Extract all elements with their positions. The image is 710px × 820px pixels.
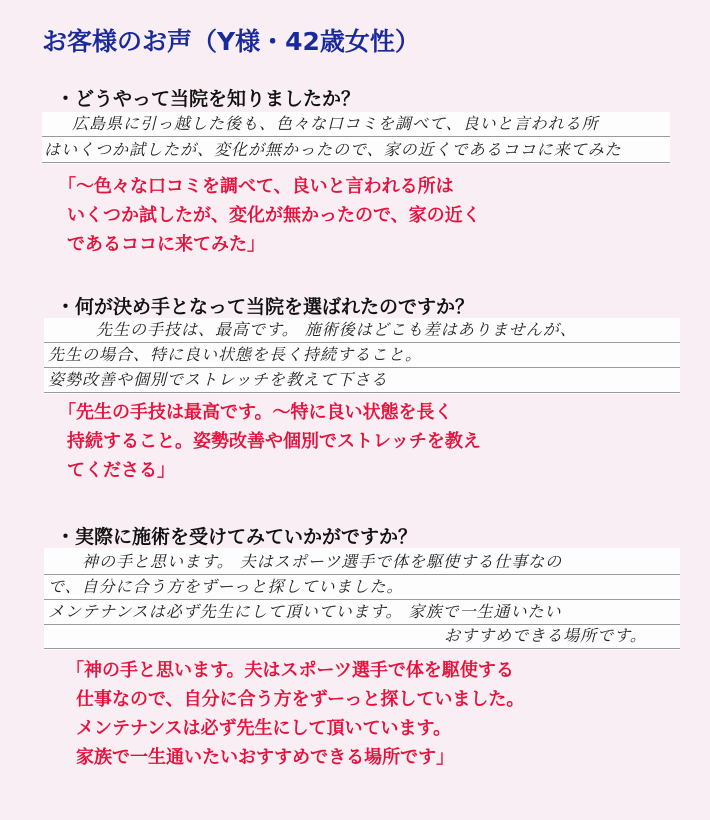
quote-line: であるココに来てみた」 — [67, 234, 265, 255]
handwritten-line: 姿勢改善や個別でストレッチを教えて下さる — [44, 368, 680, 393]
quote-line: 家族で一生通いたいおすすめできる場所です」 — [76, 747, 455, 768]
quote-line: いくつか試したが、変化が無かったので、家の近く — [67, 205, 481, 226]
handwritten-line: 神の手と思います。 夫はスポーツ選手で体を駆使する仕事なの — [44, 550, 680, 575]
quote-line: メンテナンスは必ず先生にして頂いています。 — [76, 718, 452, 739]
page-title: お客様のお声（Y様・42歳女性） — [42, 27, 420, 56]
handwritten-answer-3 — [44, 548, 680, 650]
quote-line: 「神の手と思います。夫はスポーツ選手で体を駆使する — [66, 660, 514, 681]
question-3: ・実際に施術を受けてみていかがですか？ — [56, 526, 418, 548]
quote-2 — [58, 398, 481, 485]
quote-line: 「先生の手技は最高です。～特に良い状態を長く — [58, 402, 453, 423]
handwritten-line: 先生の場合、特に良い状態を長く持続すること。 — [44, 343, 680, 368]
quote-line: 「～色々な口コミを調べて、良いと言われる所は — [58, 176, 454, 197]
quote-line: 仕事なので、自分に合う方をずーっと探していました。 — [76, 689, 525, 710]
handwritten-line: で、自分に合う方をずーっと探していました。 — [44, 575, 680, 600]
handwritten-line: おすすめできる場所です。 — [44, 624, 680, 649]
quote-1 — [58, 172, 481, 259]
handwritten-answer-1 — [42, 112, 670, 164]
question-2: ・何が決め手となって当院を選ばれたのですか？ — [56, 296, 475, 318]
handwritten-line: はいくつか試したが、変化が無かったので、家の近くであるココに来てみた — [42, 138, 670, 163]
handwritten-answer-2 — [44, 318, 680, 394]
quote-3 — [66, 656, 524, 772]
handwritten-line: 先生の手技は、最高です。 施術後はどこも差はありませんが、 — [44, 318, 680, 343]
quote-line: てくださる」 — [67, 460, 175, 481]
quote-line: 持続すること。姿勢改善や個別でストレッチを教え — [67, 431, 481, 452]
handwritten-line: 広島県に引っ越した後も、色々な口コミを調べて、良いと言われる所 — [42, 112, 670, 137]
handwritten-line: メンテナンスは必ず先生にして頂いています。 家族で一生通いたい — [44, 600, 680, 625]
question-1: ・どうやって当院を知りましたか？ — [56, 88, 361, 110]
